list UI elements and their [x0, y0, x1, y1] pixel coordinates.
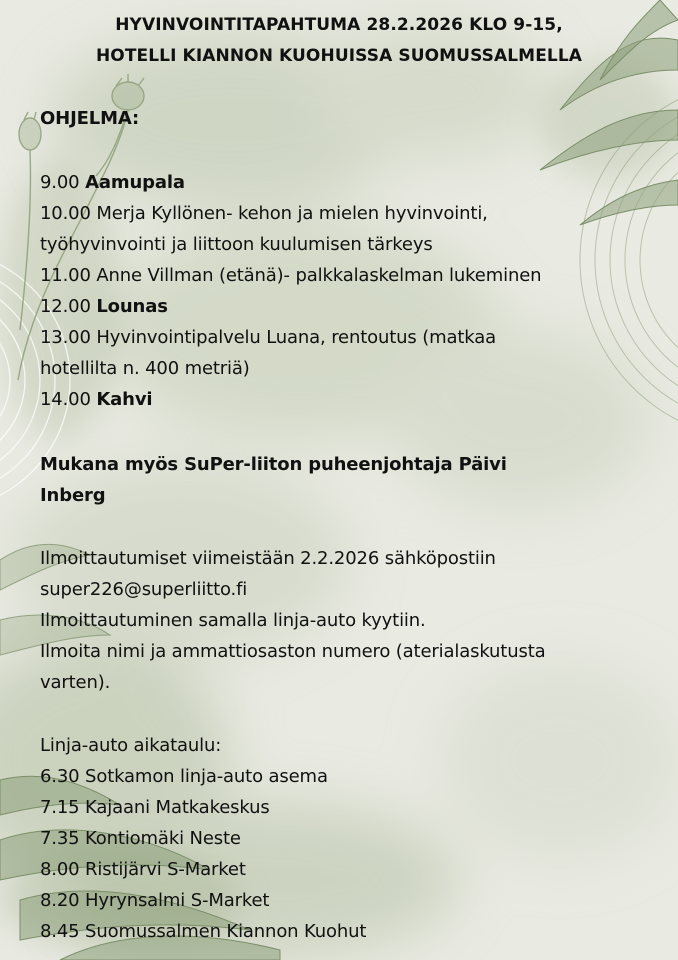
bus-stop-ristijarvi: 8.00 Ristijärvi S-Market	[40, 859, 246, 880]
program-heading: OHJELMA:	[40, 108, 140, 129]
program-time: 12.00	[40, 296, 91, 317]
program-activity: Aamupala	[85, 172, 185, 193]
registration-bus-note: Ilmoittautuminen samalla linja-auto kyytiin.	[40, 610, 426, 631]
guest-announcement-line-1: Mukana myös SuPer-liiton puheenjohtaja Päivi	[40, 454, 507, 475]
registration-deadline: Ilmoittautumiset viimeistään 2.2.2026 sähköpostiin	[40, 548, 496, 569]
event-title	[0, 10, 678, 72]
program-item-coffee	[40, 384, 152, 415]
program-time: 13.00	[40, 327, 91, 348]
bus-schedule-heading: Linja-auto aikataulu:	[40, 735, 222, 756]
program-item-payslip-talk	[40, 260, 541, 291]
bus-stop-kajaani: 7.15 Kajaani Matkakeskus	[40, 797, 270, 818]
event-title-line-1: HYVINVOINTITAPAHTUMA 28.2.2026 KLO 9-15,	[115, 15, 563, 35]
program-item-lunch	[40, 291, 168, 322]
program-item-relaxation	[40, 322, 496, 353]
bus-stop-kontiomaki: 7.35 Kontiomäki Neste	[40, 828, 241, 849]
program-item-wellbeing-talk	[40, 198, 488, 229]
program-activity: Merja Kyllönen- kehon ja mielen hyvinvointi,	[96, 203, 488, 224]
program-activity: Anne Villman (etänä)- palkkalaskelman lukeminen	[96, 265, 542, 286]
program-item-breakfast	[40, 167, 185, 198]
program-time: 10.00	[40, 203, 91, 224]
registration-email-link[interactable]: super226@superliitto.fi	[40, 579, 248, 600]
program-time: 9.00	[40, 172, 80, 193]
guest-announcement-line-2: Inberg	[40, 485, 106, 506]
program-activity: Kahvi	[96, 389, 153, 410]
registration-details-note-cont: varten).	[40, 672, 111, 693]
program-time: 11.00	[40, 265, 91, 286]
bus-stop-hyrynsalmi: 8.20 Hyrynsalmi S-Market	[40, 890, 270, 911]
event-title-line-2: HOTELLI KIANNON KUOHUISSA SUOMUSSALMELLA	[95, 46, 583, 66]
bus-stop-sotkamo: 6.30 Sotkamon linja-auto asema	[40, 766, 328, 787]
program-time: 14.00	[40, 389, 91, 410]
program-item-relaxation-cont: hotellilta n. 400 metriä)	[40, 358, 250, 379]
registration-details-note: Ilmoita nimi ja ammattiosaston numero (aterialaskutusta	[40, 641, 546, 662]
program-activity: Lounas	[96, 296, 168, 317]
bus-stop-suomussalmi: 8.45 Suomussalmen Kiannon Kuohut	[40, 921, 367, 942]
program-item-wellbeing-talk-cont: työhyvinvointi ja liittoon kuulumisen tärkeys	[40, 234, 433, 255]
program-activity: Hyvinvointipalvelu Luana, rentoutus (matkaa	[96, 327, 496, 348]
